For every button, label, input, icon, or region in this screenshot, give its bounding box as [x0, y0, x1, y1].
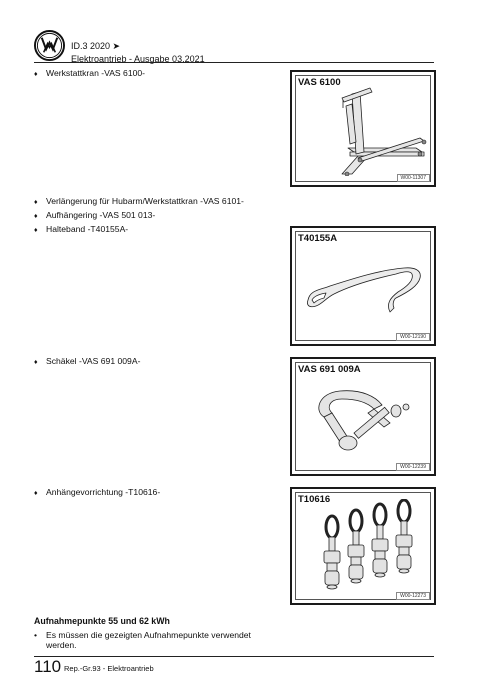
strap-illustration-icon [300, 252, 430, 332]
figure-title: T40155A [298, 233, 338, 244]
vw-logo-icon [34, 30, 65, 61]
list-item [34, 487, 160, 499]
list-item-text: Anhängevorrichtung -T10616- [46, 487, 161, 497]
figure-shackle [290, 357, 436, 476]
diamond-bullet-icon: ♦ [34, 227, 38, 234]
list-item [34, 210, 155, 222]
figure-code: W00-11307 [397, 174, 430, 182]
diamond-bullet-icon: ♦ [34, 213, 38, 220]
list-item-text: Halteband -T40155A- [46, 224, 129, 234]
crane-illustration-icon [298, 86, 432, 176]
shackle-illustration-icon [310, 383, 420, 463]
lifting-eyes-illustration-icon [322, 499, 422, 599]
footer-chapter: Rep.-Gr.93 - Elektroantrieb [64, 664, 154, 673]
list-item-text: Werkstattkran -VAS 6100- [46, 68, 146, 78]
figure-title: VAS 6100 [298, 77, 341, 88]
header-edition: Elektroantrieb - Ausgabe 03.2021 [71, 54, 205, 64]
figure-code: W00-12190 [396, 333, 430, 341]
figure-title: T10616 [298, 494, 331, 505]
figure-workshop-crane [290, 70, 436, 187]
figure-code: W00-12273 [396, 592, 430, 600]
section-heading: Aufnahmepunkte 55 und 62 kWh [34, 616, 170, 626]
list-item [34, 196, 244, 208]
list-item [34, 224, 128, 236]
header-divider [34, 62, 434, 63]
page-header [34, 30, 454, 64]
figure-code: W00-12239 [396, 463, 430, 471]
list-item [34, 356, 140, 368]
list-item [34, 68, 145, 80]
figure-lifting-attachment [290, 487, 436, 605]
diamond-bullet-icon: ♦ [34, 490, 38, 497]
figure-strap [290, 226, 436, 346]
list-item-text: Verlängerung für Hubarm/Werkstattkran -VAS 6101- [46, 196, 244, 206]
diamond-bullet-icon: ♦ [34, 71, 38, 78]
figure-title: VAS 691 009A [298, 364, 361, 375]
bullet-dot-icon: • [34, 630, 38, 640]
note-text: Es müssen die gezeigten Aufnahmepunkte verwendet werden. [46, 630, 251, 650]
diamond-bullet-icon: ♦ [34, 199, 38, 206]
page-number: 110 [34, 657, 62, 676]
list-item-text: Aufhängering -VAS 501 013- [46, 210, 156, 220]
header-model: ID.3 2020 ➤ [71, 41, 121, 51]
footer-divider [34, 656, 434, 657]
list-item-text: Schäkel -VAS 691 009A- [46, 356, 141, 366]
diamond-bullet-icon: ♦ [34, 359, 38, 366]
